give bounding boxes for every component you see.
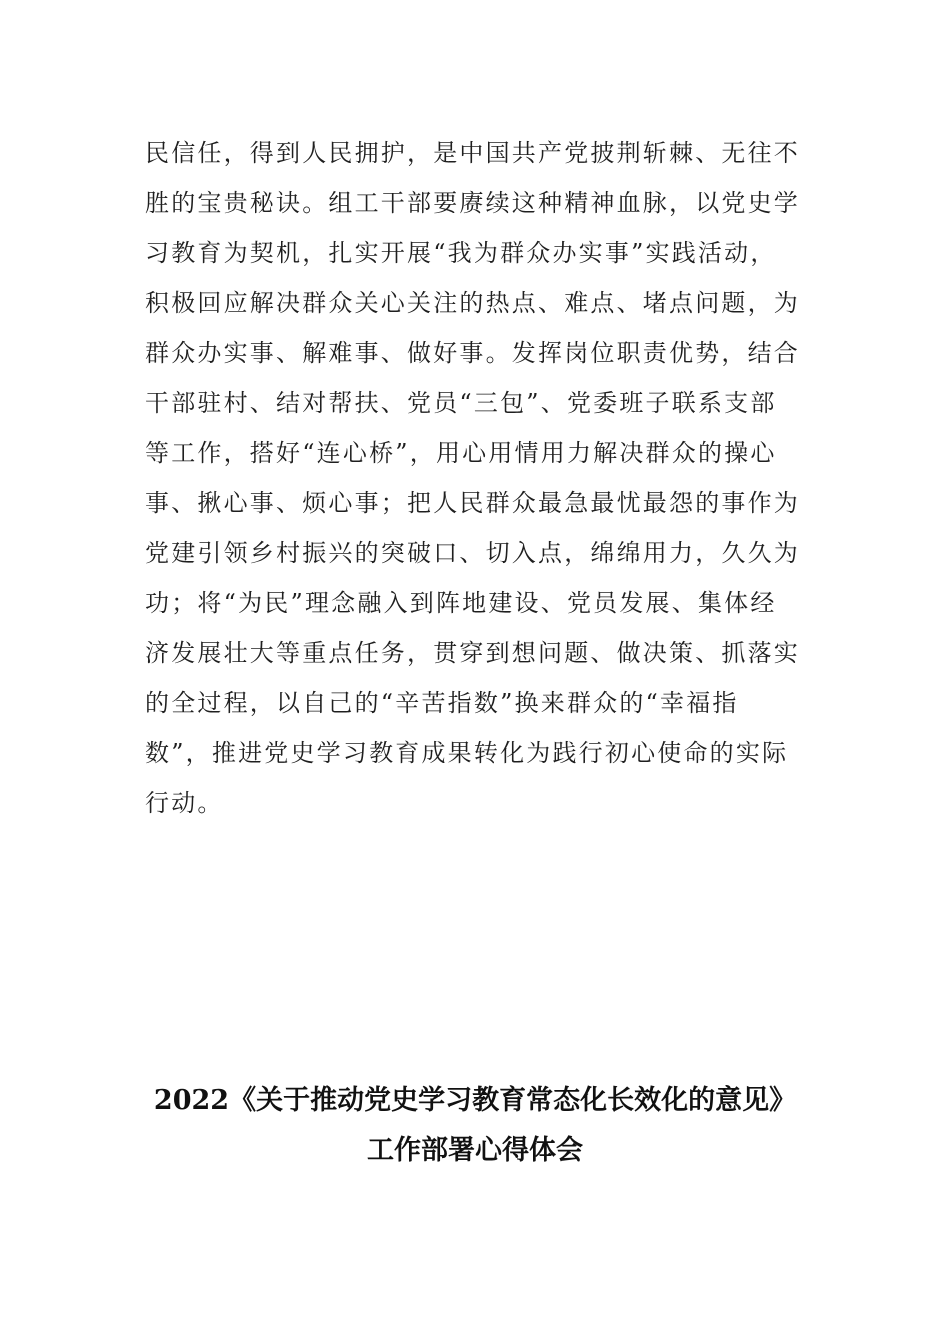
paragraph-line: 习教育为契机，扎实开展“我为群众办实事”实践活动， bbox=[145, 239, 777, 267]
document-title bbox=[0, 1076, 950, 1176]
paragraph-line: 干部驻村、结对帮扶、党员“三包”、党委班子联系支部 bbox=[145, 389, 777, 417]
title-line-1: 2022《关于推动党史学习教育常态化长效化的意见》 bbox=[153, 1085, 797, 1116]
body-paragraph bbox=[145, 128, 805, 828]
paragraph-line: 事、揪心事、烦心事；把人民群众最急最忧最怨的事作为 bbox=[145, 489, 800, 517]
paragraph-line: 民信任，得到人民拥护，是中国共产党披荆斩棘、无往不 bbox=[145, 139, 800, 167]
paragraph-line: 数”，推进党史学习教育成果转化为践行初心使命的实际 bbox=[145, 739, 789, 767]
title-line-2: 工作部署心得体会 bbox=[367, 1135, 583, 1166]
paragraph-line: 的全过程，以自己的“辛苦指数”换来群众的“幸福指 bbox=[145, 689, 739, 717]
paragraph-line: 群众办实事、解难事、做好事。发挥岗位职责优势，结合 bbox=[145, 339, 800, 367]
paragraph-line: 行动。 bbox=[145, 789, 224, 817]
paragraph-line: 济发展壮大等重点任务，贯穿到想问题、做决策、抓落实 bbox=[145, 639, 800, 667]
paragraph-line: 等工作，搭好“连心桥”，用心用情用力解决群众的操心 bbox=[145, 439, 777, 467]
paragraph-line: 积极回应解决群众关心关注的热点、难点、堵点问题，为 bbox=[145, 289, 800, 317]
paragraph-line: 胜的宝贵秘诀。组工干部要赓续这种精神血脉，以党史学 bbox=[145, 189, 800, 217]
paragraph-line: 党建引领乡村振兴的突破口、切入点，绵绵用力，久久为 bbox=[145, 539, 800, 567]
paragraph-line: 功；将“为民”理念融入到阵地建设、党员发展、集体经 bbox=[145, 589, 777, 617]
